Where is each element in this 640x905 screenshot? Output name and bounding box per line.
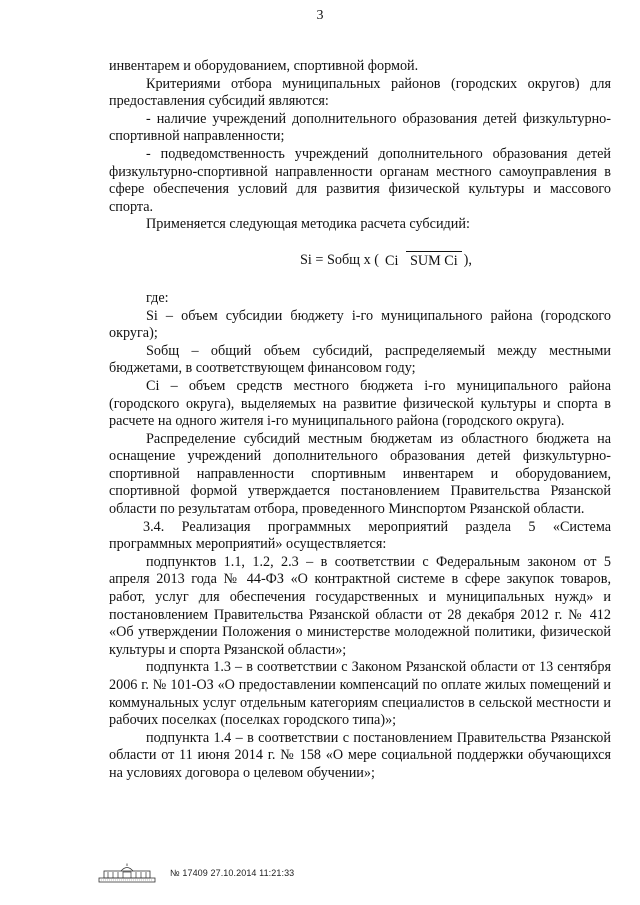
registration-number: № 17409 27.10.2014 11:21:33 [170, 868, 295, 878]
definition-sobsh: Sобщ – общий объем субсидий, распределяемый между местными бюджетами, в соответствующем финансовом году; [109, 342, 611, 377]
paragraph-section-3-4: 3.4. Реализация программных мероприятий раздела 5 «Система программных мероприятий» осуществляется: [109, 518, 611, 553]
formula-left: Si = Sобщ х ( [300, 252, 380, 269]
formula-denominator: SUM Ci [406, 251, 462, 271]
list-item-criterion-1: - наличие учреждений дополнительного образования детей физкультурно-спортивной направленности; [109, 110, 611, 145]
paragraph-method-intro: Применяется следующая методика расчета субсидий: [146, 216, 470, 233]
registration-footer [98, 862, 294, 884]
document-body [109, 58, 611, 783]
formula-numerator: Ci [385, 252, 399, 269]
paragraph-distribution: Распределение субсидий местным бюджетам из областного бюджета на оснащение учреждений дополнительного образования детей физкультурно-спортивной направленности спортивным инвентарем и оборудованием, спортивной формой утверждается постановлением Правительства Рязанской области по результатам отбора, проведенного Минспортом Рязанской области. [109, 430, 611, 518]
definition-ci: Ci – объем средств местного бюджета i-го муниципального района (городского округа), выделяемых на развитие физической культуры и спорта в расчете на одного жителя i-го муниципального района (городского округа). [109, 377, 611, 430]
paragraph-subpoints-1-1: подпунктов 1.1, 1.2, 2.3 – в соответствии с Федеральным законом от 5 апреля 2013 года № 44-ФЗ «О контрактной системе в сфере закупок товаров, работ, услуг для обеспечения государственных и муниципальных нужд» и постановлением Правительства Рязанской области от 28 декабря 2012 г. № 412 «Об утверждении Положения о министерстве молодежной политики, физической культуры и спорта Рязанской области»; [109, 553, 611, 658]
government-building-seal-icon [98, 863, 156, 883]
definition-si: Si – объем субсидии бюджету i-го муниципального района (городского округа); [109, 307, 611, 342]
subsidy-formula [161, 240, 611, 282]
paragraph-criteria-intro: Критериями отбора муниципальных районов (городских округов) для предоставления субсидий являются: [109, 75, 611, 110]
list-item-criterion-2: - подведомственность учреждений дополнительного образования детей физкультурно-спортивной направленности органам местного самоуправления в сфере обеспечения условий для развития физической культуры и массового спорта. [109, 145, 611, 215]
formula-right: ), [463, 252, 472, 269]
formula-fraction [381, 251, 462, 272]
page-number: 3 [316, 8, 324, 23]
paragraph-continuation: инвентарем и оборудованием, спортивной формой. [109, 58, 419, 74]
paragraph-where: где: [146, 289, 169, 306]
paragraph-subpoint-1-4: подпункта 1.4 – в соответствии с постановлением Правительства Рязанской области от 11 июня 2014 г. № 158 «О мере социальной поддержки обучающихся на условиях договора о целевом обучении»; [109, 729, 611, 781]
paragraph-subpoint-1-3: подпункта 1.3 – в соответствии с Законом Рязанской области от 13 сентября 2006 г. № 101-ОЗ «О предоставлении компенсаций по оплате жилых помещений и коммунальных услуг отдельным категориям специалистов в сельской местности и рабочих поселках (поселках городского типа)»; [109, 659, 611, 729]
